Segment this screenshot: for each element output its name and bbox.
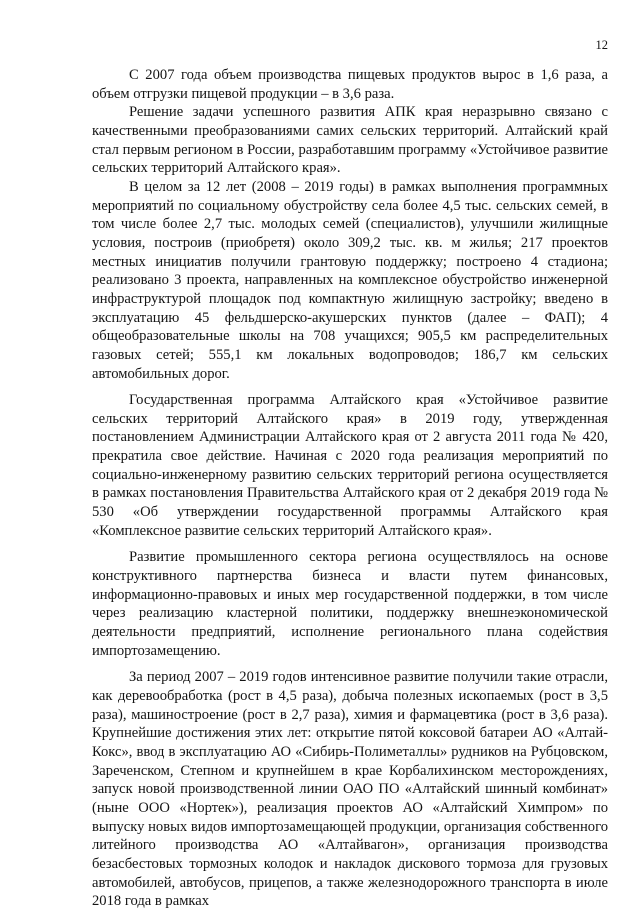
paragraph-program-results: В целом за 12 лет (2008 – 2019 годы) в рамках выполнения программных мероприятий по социальному обустройству села более 4,5 тыс. сельских семей, в том числе более 2,7 тыс. молодых семей (специалистов), улучшили жилищные условия, построив (приобретя) около 309,2 тыс. кв. м жилья; 217 проектов местных инициатив получили грантовую поддержку; построено 4 стадиона; реализовано 3 проекта, направленных на комплексное обустройство инженерной инфраструктурой площадок под компактную жилищную застройку; введено в эксплуатацию 45 фельдшерско-акушерских пунктов (далее – ФАП); 4 общеобразовательные школы на 708 учащихся; 905,5 км распределительных газовых сетей; 555,1 км локальных водопроводов; 186,7 км сельских автомобильных дорог. [92,178,608,382]
paragraph-rural-development: Решение задачи успешного развития АПК края неразрывно связано с качественными преобразованиями самих сельских территорий. Алтайский край стал первым регионом в России, разработавшим программу «Устойчивое развитие сельских территорий Алтайского края». [92,104,608,177]
paragraph-industrial-sector: Развитие промышленного сектора региона осуществлялось на основе конструктивного партнерства бизнеса и власти путем финансовых, информационно-правовых и иных мер государственной поддержки, в том числе через реализацию кластерной политики, поддержку внешнеэкономической деятельности предприятий, исполнение регионального плана содействия импортозамещению. [92,549,608,659]
paragraph-state-program: Государственная программа Алтайского края «Устойчивое развитие сельских территорий Алтайского края» в 2019 году, утвержденная постановлением Администрации Алтайского края от 2 августа 2011 года № 420, прекратила свое действие. Начиная с 2020 года реализация мероприятий по социально-инженерному развитию сельских территорий региона осуществляется в рамках постановления Правительства Алтайского края от 2 декабря 2019 года № 530 «Об утверждении государственной программы Алтайского края «Комплексное развитие сельских территорий Алтайского края». [92,392,608,539]
paragraph-food-production: С 2007 года объем производства пищевых продуктов вырос в 1,6 раза, а объем отгрузки пищевой продукции – в 3,6 раза. [92,67,608,102]
paragraph-industry-growth: За период 2007 – 2019 годов интенсивное развитие получили такие отрасли, как деревообработка (рост в 4,5 раза), добыча полезных ископаемых (рост в 3,5 раза), машиностроение (рост в 2,7 раза), химия и фармацевтика (рост в 3,6 раза). Крупнейшие достижения этих лет: открытие пятой коксовой батареи АО «Алтай-Кокс», ввод в эксплуатацию АО «Сибирь-Полиметаллы» рудников на Рубцовском, Зареченском, Степном и крупнейшем в крае Корбалихинском месторождениях, запуск новой производственной линии ОАО ПО «Алтайский шинный комбинат» (ныне ООО «Нортек»), реализация проектов АО «Алтайский Химпром» по выпуску новых видов импортозамещающей продукции, организация собственного литейного производства АО «Алтайвагон», организация производства безасбестовых тормозных колодок и накладок дискового тормоза для грузовых автомобилей, автобусов, прицепов, а также железнодорожного транспорта в июле 2018 года в рамках [92,669,608,910]
page-number: 12 [595,38,608,52]
document-body [92,66,608,911]
